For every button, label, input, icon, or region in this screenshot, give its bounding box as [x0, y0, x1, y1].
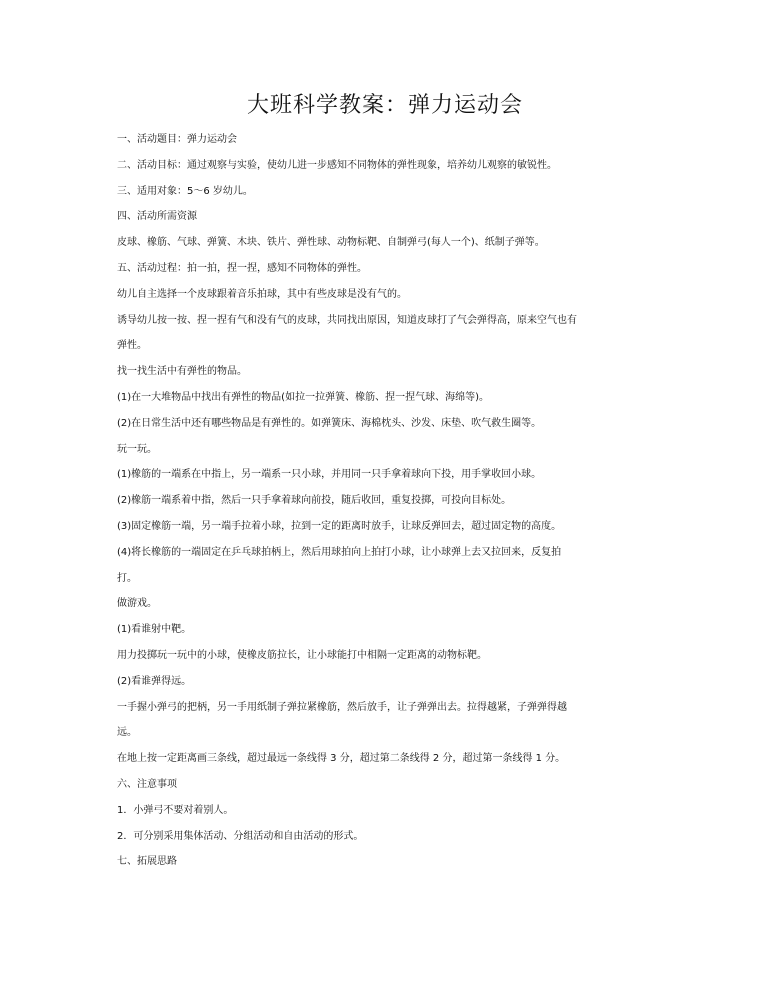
list-item: 1．小弹弓不要对着别人。 — [117, 804, 234, 816]
section-2-goal: 二、活动目标：通过观察与实验，使幼儿进一步感知不同物体的弹性现象，培养幼儿观察的敏锐性。 — [117, 159, 557, 171]
section-3-audience: 三、适用对象：5～6 岁幼儿。 — [117, 185, 253, 197]
list-item: 2．可分别采用集体活动、分组活动和自由活动的形式。 — [117, 830, 364, 842]
list-item: (4)将长橡筋的一端固定在乒乓球拍柄上，然后用球拍向上拍打小球，让小球弹上去又拉回来，反复拍 — [117, 546, 562, 558]
document-body — [117, 127, 662, 875]
paragraph-line: 打。 — [117, 572, 137, 584]
section-5-process: 五、活动过程：拍一拍，捏一捏，感知不同物体的弹性。 — [117, 262, 367, 274]
paragraph-line: 在地上按一定距离画三条线，超过最远一条线得 3 分，超过第二条线得 2 分，超过第一条线得 1 分。 — [117, 753, 566, 765]
subsection-heading: 玩一玩。 — [117, 443, 157, 455]
list-item: (3)固定橡筋一端，另一端手拉着小球，拉到一定的距离时放手，让球反弹回去，超过固定物的高度。 — [117, 520, 562, 532]
section-1-topic: 一、活动题目：弹力运动会 — [117, 134, 237, 145]
section-6-notes-heading: 六、注意事项 — [117, 778, 177, 790]
paragraph-line: 诱导幼儿按一按、捏一捏有气和没有气的皮球，共同找出原因，知道皮球打了气会弹得高，原来空气也有 — [117, 314, 577, 326]
list-item: (2)看谁弹得远。 — [117, 675, 192, 687]
section-7-extension-heading: 七、拓展思路 — [117, 856, 177, 868]
paragraph-line: 弹性。 — [117, 340, 147, 352]
list-item: (2)在日常生活中还有哪些物品是有弹性的。如弹簧床、海棉枕头、沙发、床垫、吹气救生圈等。 — [117, 417, 542, 429]
paragraph-line: 用力投掷玩一玩中的小球，使橡皮筋拉长，让小球能打中相隔一定距离的动物标靶。 — [117, 649, 487, 661]
paragraph-line: 远。 — [117, 727, 137, 739]
list-item: (1)在一大堆物品中找出有弹性的物品(如拉一拉弹簧、橡筋、捏一捏气球、海绵等)。 — [117, 391, 489, 403]
paragraph-line: 一手握小弹弓的把柄，另一手用纸制子弹拉紧橡筋，然后放手，让子弹弹出去。拉得越紧，子弹弹得越 — [117, 701, 567, 713]
list-item: (2)橡筋一端系着中指，然后一只手拿着球向前投，随后收回，重复投掷，可投向目标处。 — [117, 495, 512, 507]
list-item: (1)看谁射中靶。 — [117, 624, 192, 636]
paragraph-line: 幼儿自主选择一个皮球跟着音乐拍球，其中有些皮球是没有气的。 — [117, 288, 407, 300]
resources-list: 皮球、橡筋、气球、弹簧、木块、铁片、弹性球、动物标靶、自制弹弓(每人一个)、纸制子弹等。 — [117, 237, 545, 249]
list-item: (1)橡筋的一端系在中指上，另一端系一只小球，并用同一只手拿着球向下投，用手掌收回小球。 — [117, 469, 542, 481]
document-title: 大班科学教案：弹力运动会 — [246, 93, 523, 118]
section-4-resources-heading: 四、活动所需资源 — [117, 211, 197, 223]
subsection-heading: 找一找生活中有弹性的物品。 — [117, 366, 247, 378]
subsection-heading: 做游戏。 — [117, 598, 157, 610]
